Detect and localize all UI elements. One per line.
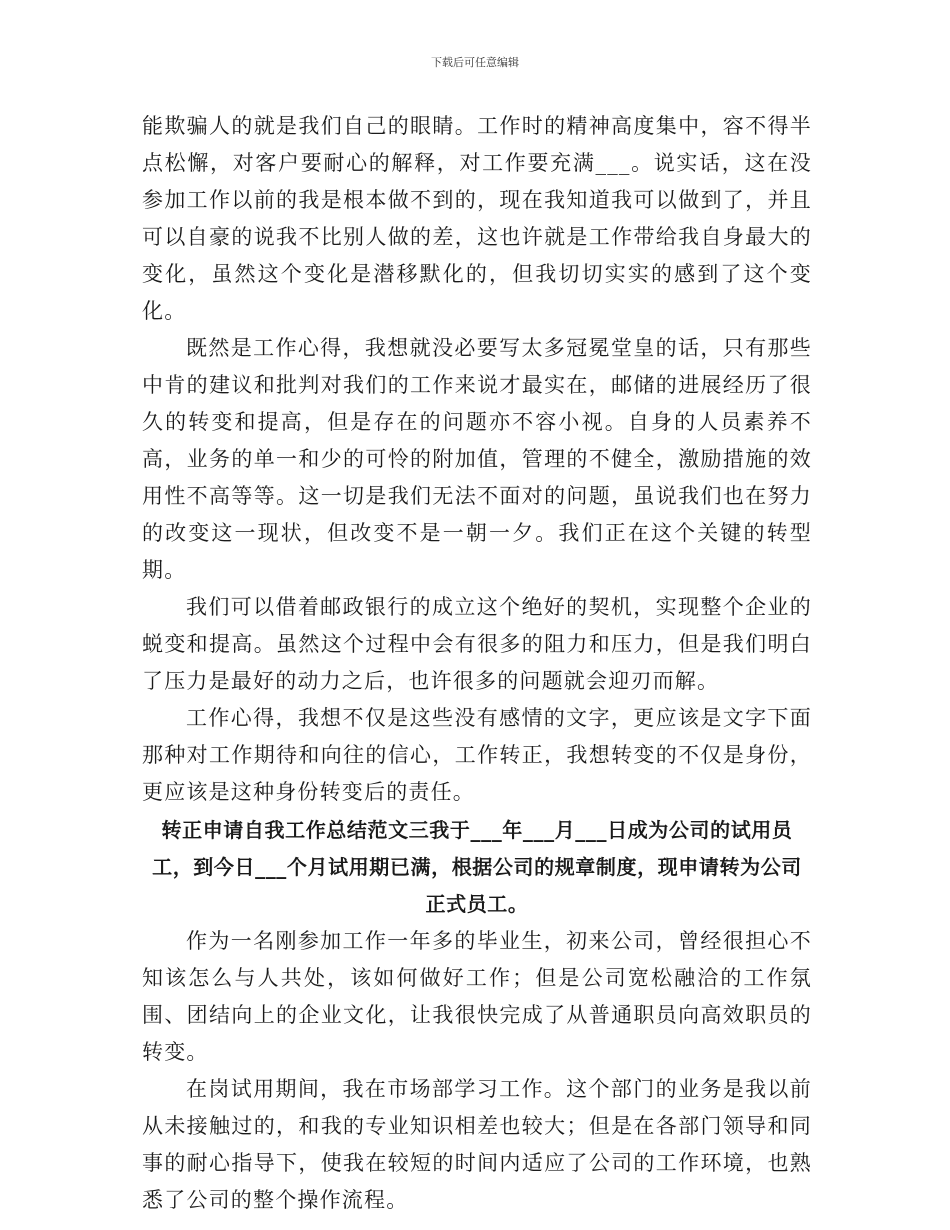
paragraph-5: 作为一名刚参加工作一年多的毕业生，初来公司，曾经很担心不知该怎么与人共处，该如何做好工作；但是公司宽松融洽的工作氛围、团结向上的企业文化，让我很快完成了从普通职员向高效职员的转变。 — [142, 929, 812, 1064]
paragraph-2: 既然是工作心得，我想就没必要写太多冠冕堂皇的话，只有那些中肯的建议和批判对我们的工作来说才最实在，邮储的进展经历了很久的转变和提高，但是存在的问题亦不容小视。自身的人员素养不高，业务的单一和少的可怜的附加值，管理的不健全，激励措施的效用性不高等等。这一切是我们无法不面对的问题，虽说我们也在努力的改变这一现状，但改变不是一朝一夕。我们正在这个关键的转型期。 — [142, 336, 812, 582]
paragraph-3: 我们可以借着邮政银行的成立这个绝好的契机，实现整个企业的蜕变和提高。虽然这个过程中会有很多的阻力和压力，但是我们明白了压力是最好的动力之后，也许很多的问题就会迎刃而解。 — [142, 595, 812, 693]
document-body — [142, 108, 812, 1219]
paragraph-1: 能欺骗人的就是我们自己的眼睛。工作时的精神高度集中，容不得半点松懈，对客户要耐心的解释，对工作要充满___。说实话，这在没参加工作以前的我是根本做不到的，现在我知道我可以做到了，并且可以自豪的说我不比别人做的差，这也许就是工作带给我自身最大的变化，虽然这个变化是潜移默化的，但我切切实实的感到了这个变化。 — [142, 114, 812, 323]
section-heading: 转正申请自我工作总结范文三我于___年___月___日成为公司的试用员工，到今日___个月试用期已满，根据公司的规章制度，现申请转为公司正式员工。 — [152, 818, 802, 916]
paragraph-6: 在岗试用期间，我在市场部学习工作。这个部门的业务是我以前从未接触过的，和我的专业知识相差也较大；但是在各部门领导和同事的耐心指导下，使我在较短的时间内适应了公司的工作环境，也熟悉了公司的整个操作流程。 — [142, 1077, 812, 1212]
paragraph-4: 工作心得，我想不仅是这些没有感情的文字，更应该是文字下面那种对工作期待和向往的信心，工作转正，我想转变的不仅是身份，更应该是这种身份转变后的责任。 — [142, 706, 812, 804]
header-note: 下载后可任意编辑 — [431, 56, 519, 69]
